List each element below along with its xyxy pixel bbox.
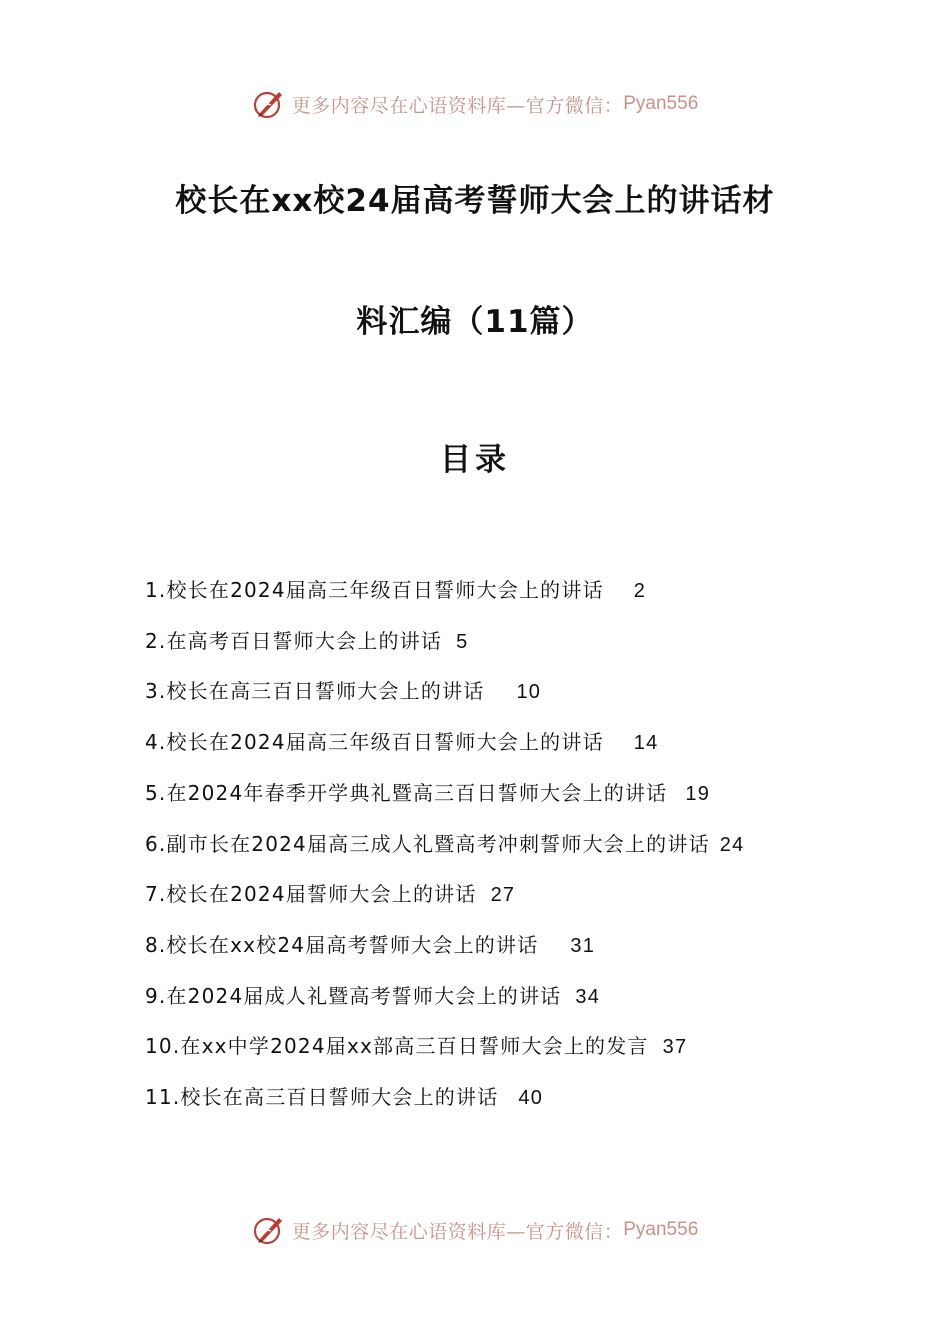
toc-item-label: 1.校长在2024届高三年级百日誓师大会上的讲话	[145, 578, 604, 602]
wechat-id: Pyan556	[623, 1219, 699, 1240]
toc-item[interactable]	[145, 667, 815, 718]
toc-item-page: 37	[662, 1036, 688, 1059]
toc-item-label: 4.校长在2024届高三年级百日誓师大会上的讲话	[145, 730, 604, 755]
banner-text: 更多内容尽在心语资料库—官方微信：	[291, 94, 624, 117]
wechat-id: Pyan556	[623, 93, 699, 114]
toc-item[interactable]	[145, 718, 815, 769]
toc-item-page: 2	[633, 580, 647, 602]
toc-item[interactable]	[145, 617, 815, 668]
banner-text: 更多内容尽在心语资料库—官方微信：	[291, 1220, 624, 1243]
toc-item[interactable]	[145, 566, 815, 617]
document-title-line-1: 校长在xx校24届高考誓师大会上的讲话材	[175, 183, 775, 219]
toc-item-label: 8.校长在xx校24届高考誓师大会上的讲话	[145, 932, 539, 957]
toc-item[interactable]	[145, 1073, 815, 1124]
toc-item[interactable]	[145, 769, 815, 820]
toc-item-page: 19	[685, 782, 711, 805]
toc-item-label: 7.校长在2024届誓师大会上的讲话	[145, 882, 477, 907]
toc-item-page: 31	[570, 934, 596, 957]
pen-logo-icon	[252, 1213, 286, 1247]
toc-item-label: 9.在2024届成人礼暨高考誓师大会上的讲话	[145, 983, 562, 1008]
toc-item-page: 10	[516, 681, 542, 704]
toc-item-page: 24	[719, 833, 745, 856]
toc-item[interactable]	[145, 870, 815, 921]
toc-item-label: 2.在高考百日誓师大会上的讲话	[145, 628, 443, 653]
table-of-contents	[145, 566, 815, 1124]
pen-logo-icon	[252, 87, 286, 121]
document-title-line-2: 料汇编（11篇）	[356, 304, 594, 340]
toc-item-page: 34	[575, 985, 601, 1008]
toc-item[interactable]	[145, 921, 815, 972]
toc-item-label: 10.在xx中学2024届xx部高三百日誓师大会上的发言	[145, 1034, 649, 1059]
toc-item-label: 3.校长在高三百日誓师大会上的讲话	[145, 679, 485, 704]
toc-item-page: 5	[456, 630, 469, 653]
toc-item-label: 11.校长在高三百日誓师大会上的讲话	[145, 1085, 499, 1110]
toc-heading: 目录	[440, 442, 510, 478]
toc-item[interactable]	[145, 820, 815, 871]
toc-item-page: 40	[518, 1087, 544, 1110]
header-watermark-banner	[0, 84, 950, 124]
toc-item-label: 5.在2024年春季开学典礼暨高三百日誓师大会上的讲话	[145, 780, 668, 805]
footer-watermark-banner	[0, 1210, 950, 1250]
toc-item-page: 14	[633, 732, 659, 755]
toc-item-label: 6.副市长在2024届高三成人礼暨高考冲刺誓师大会上的讲话	[145, 831, 710, 856]
toc-item[interactable]	[145, 1022, 815, 1073]
toc-item[interactable]	[145, 972, 815, 1023]
toc-item-page: 27	[490, 884, 516, 907]
